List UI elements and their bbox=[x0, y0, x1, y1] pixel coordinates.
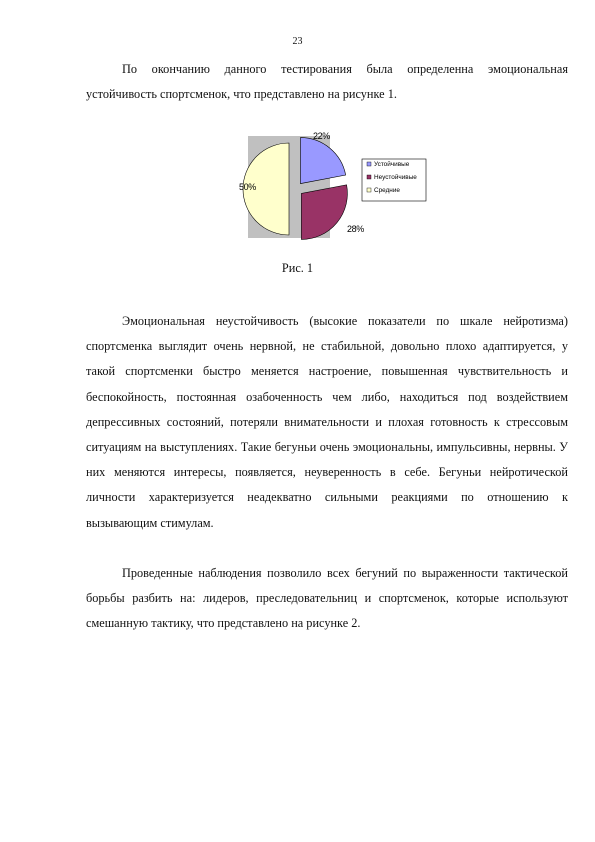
page-number: 23 bbox=[292, 36, 303, 47]
pie-slice-2 bbox=[301, 185, 347, 240]
legend-label: Средние bbox=[374, 187, 400, 194]
paragraph-neuroticism bbox=[86, 309, 568, 536]
slice-percent-label: 28% bbox=[347, 224, 364, 234]
slice-percent-label: 22% bbox=[313, 131, 330, 141]
paragraph-tactics bbox=[86, 561, 568, 637]
pie-chart-figure bbox=[239, 128, 430, 238]
legend-label: Устойчивые bbox=[374, 161, 410, 168]
pie-slice-1 bbox=[300, 138, 345, 184]
legend-swatch bbox=[367, 188, 371, 192]
legend-label: Неустойчивые bbox=[374, 174, 417, 181]
pie-chart bbox=[239, 128, 430, 238]
legend-swatch bbox=[367, 162, 371, 166]
paragraph-tactics-text: Проведенные наблюдения позволило всех бегуний по выраженности тактической борьбы разбить на: лидеров, преследовательниц и спортсменок, которые используют смешанную тактику, что представлено на рисунке 2. bbox=[86, 566, 568, 631]
legend-swatch bbox=[367, 175, 371, 179]
paragraph-intro bbox=[86, 57, 568, 107]
paragraph-intro-text: По окончанию данного тестирования была определенна эмоциональная устойчивость спортсменок, что представлено на рисунке 1. bbox=[86, 62, 568, 102]
slice-percent-label: 50% bbox=[239, 182, 256, 192]
figure-caption: Рис. 1 bbox=[281, 261, 314, 275]
paragraph-neuroticism-text: Эмоциональная неустойчивость (высокие показатели по шкале нейротизма) спортсменка выглядит очень нервной, не стабильной, довольно плохо адаптируется, у такой спортсменки быстро меняется настроение, повышенная чувствительность и беспокойность, постоянная озабоченность чем либо, находиться под воздействием депрессивных состояний, потеряли внимательности и плохая готовность к стрессовым ситуациям на выступлениях. Такие бегуньи очень эмоциональны, импульсивны, нервны. У них меняются интересы, появляется, неуверенность в себе. Бегуньи нейротической личности характеризуется неадекватно сильными реакциями по отношению к вызывающим стимулам. bbox=[86, 314, 568, 530]
